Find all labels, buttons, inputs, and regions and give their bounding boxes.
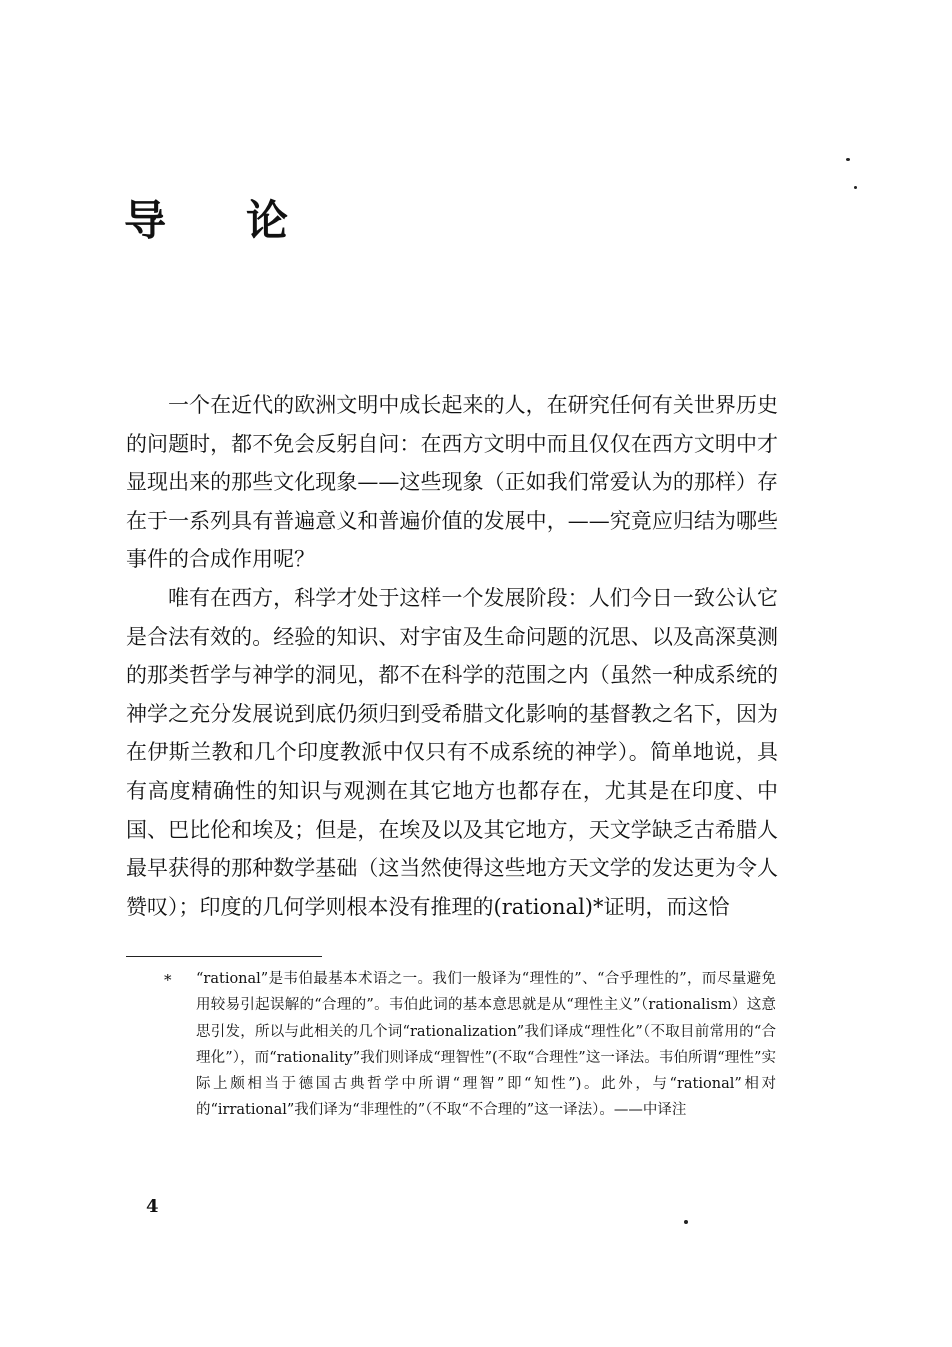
- paragraph-1: 一个在近代的欧洲文明中成长起来的人，在研究任何有关世界历史的问题时，都不免会反躬自问：在西方文明中而且仅仅在西方文明中才显现出来的那些文化现象——这些现象（正如我们常爱认为的那样）存在于一系列具有普遍意义和普遍价值的发展中，——究竟应归结为哪些事件的合成作用呢？: [126, 393, 778, 572]
- scan-speck: [684, 1220, 688, 1224]
- scan-speck: [854, 186, 857, 189]
- scan-speck: [846, 158, 850, 161]
- footnote-marker: *: [164, 971, 172, 989]
- footnote-separator: [126, 956, 322, 957]
- chapter-title-char-2: 论: [246, 196, 289, 245]
- chapter-title: [124, 196, 288, 246]
- paragraph-2: 唯有在西方，科学才处于这样一个发展阶段：人们今日一致公认它是合法有效的。经验的知识、对宇宙及生命问题的沉思、以及高深莫测的那类哲学与神学的洞见，都不在科学的范围之内（虽然一种成系统的神学之充分发展说到底仍须归到受希腊文化影响的基督教之名下，因为在伊斯兰教和几个印度教派中仅只有不成系统的神学）。简单地说，具有高度精确性的知识与观测在其它地方也都存在，尤其是在印度、中国、巴比伦和埃及；但是，在埃及以及其它地方，天文学缺乏古希腊人最早获得的那种数学基础（这当然使得这些地方天文学的发达更为令人赞叹）；印度的几何学则根本没有推理的(rational)*证明，而这恰: [126, 585, 778, 919]
- footnote-text: “rational”是韦伯最基本术语之一。我们一般译为“理性的”、“合乎理性的”，而尽量避免用较易引起误解的“合理的”。韦伯此词的基本意思就是从“理性主义”（rationalism）这意思引发，所以与此相关的几个词“rationalization”我们译成“理性化”（不取目前常用的“合理化”），而“rationality”我们则译成“理智性”(不取“合理性”这一译法。韦伯所谓“理性”实际上颇相当于德国古典哲学中所谓“理智”即“知性”)。此外，与“rational”相对的“irrational”我们译为“非理性的”（不取“不合理的”这一译法）。——中译注: [196, 971, 776, 1119]
- main-text: [126, 386, 778, 926]
- chapter-title-char-1: 导: [124, 196, 167, 245]
- page-number: 4: [146, 1196, 159, 1217]
